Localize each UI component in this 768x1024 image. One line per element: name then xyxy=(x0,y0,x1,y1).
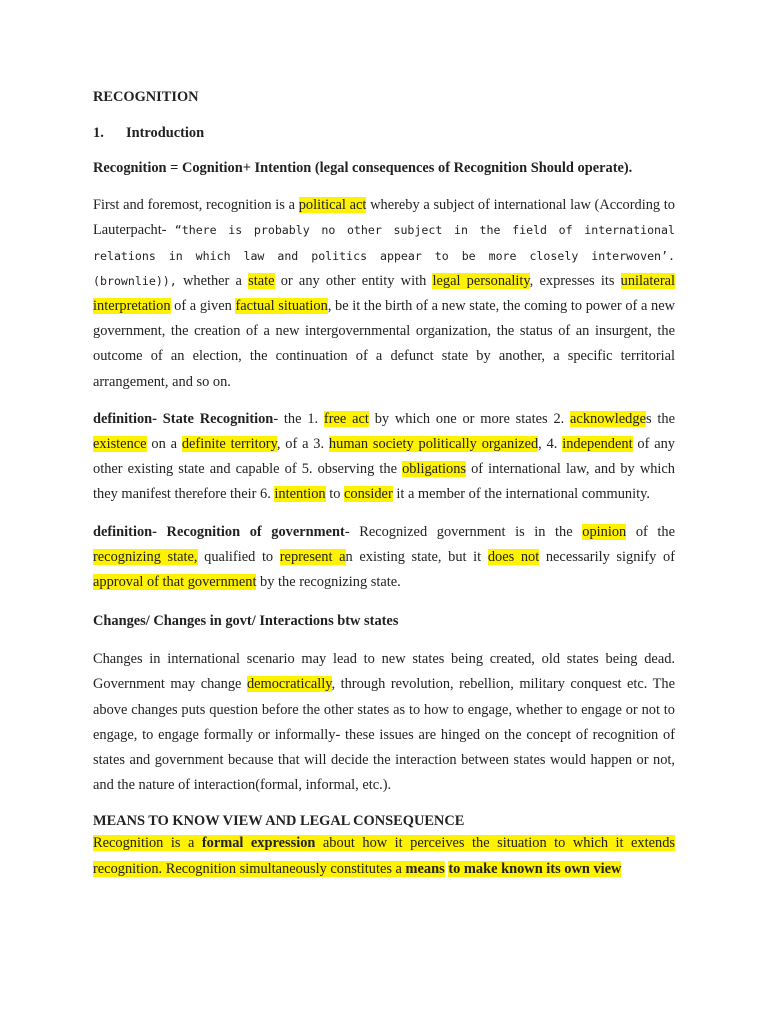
highlight-free-act: free act xyxy=(323,410,369,427)
highlight-make-known-view: to make known its own view xyxy=(448,860,622,877)
highlight-factual-situation: factual situation xyxy=(235,298,328,315)
highlight-acknowledge: acknowledge xyxy=(570,410,646,427)
text-run: - the 1. xyxy=(273,410,324,427)
highlight-does-not: does not xyxy=(487,548,540,565)
text-run: to xyxy=(325,486,344,503)
paragraph-means xyxy=(93,831,675,881)
text-run: of the xyxy=(626,523,675,540)
text-run: necessarily signify of xyxy=(539,548,675,565)
highlight-opinion: opinion xyxy=(582,523,627,540)
text-run: First and foremost, recognition is a xyxy=(93,197,299,214)
highlight-text: about how it perceives the situation to which it extends recognition. Recognition simultaneously constitutes a xyxy=(93,835,675,877)
text-run: , be it the birth of a new state, the coming to power of a new government, the creation of a new intergovernmental organization, the status of an insurgent, the outcome of an election, the continuation of a defunct state by another, a specific territorial arrangement, and so on. xyxy=(93,298,675,390)
definition-label: definition- Recognition of government xyxy=(93,523,345,540)
highlight-existence: existence xyxy=(93,436,147,453)
highlight-state: state xyxy=(248,272,275,289)
highlight-unilateral-interpretation: unilateral interpretation xyxy=(93,272,675,315)
paragraph-definition-state-recognition xyxy=(93,407,675,508)
text-run: whereby a subject of international law (According to xyxy=(366,197,675,214)
text-run: , through revolution, rebellion, military conquest etc. The above changes puts question before the other states as to how to engage, whether to engage or not to engage, to engage formally or informally- these issues are hinged on the concept of recognition of states and government because that will decide the interaction between states would happen or not, and the nature of interaction(formal, informal, etc.). xyxy=(93,676,676,794)
highlight-legal-personality: legal personality xyxy=(432,272,530,289)
highlight-formal-expression: formal expression xyxy=(201,835,316,852)
highlight-means: means xyxy=(405,860,445,877)
text-run: s the xyxy=(645,410,675,427)
text-run: on a xyxy=(146,436,182,453)
section-number: 1. xyxy=(93,125,104,141)
text-run: of any other existing state and capable of 5. observing the xyxy=(93,436,676,478)
highlight-independent: independent xyxy=(562,436,633,453)
highlight-obligations: obligations xyxy=(402,461,467,478)
document-page xyxy=(93,82,675,882)
highlight-represent: represent a xyxy=(279,548,346,565)
text-run: whether a xyxy=(176,272,249,289)
text-run-lauterpacht: Lauterpacht- xyxy=(93,222,175,239)
text-run: Changes in international scenario may lead to new states being created, old states being dead. Government may change xyxy=(93,651,675,693)
section-heading-means: MEANS TO KNOW VIEW AND LEGAL CONSEQUENCE xyxy=(93,813,465,830)
paragraph-first-and-foremost xyxy=(93,193,675,395)
text-run: , expresses its xyxy=(529,272,621,289)
section-heading-introduction xyxy=(93,123,675,143)
recognition-equation: Recognition = Cognition+ Intention (legal consequences of Recognition Should operate). xyxy=(93,160,633,176)
text-run: it a member of the international community. xyxy=(392,486,650,503)
highlight-approval: approval of that government xyxy=(93,574,257,591)
highlight-intention: intention xyxy=(274,486,326,503)
section-label: Introduction xyxy=(126,125,205,141)
text-run: - Recognized government is in the xyxy=(344,523,583,540)
text-run: qualified to xyxy=(197,548,280,565)
highlight-recognizing-state: recognizing state, xyxy=(93,548,198,565)
paragraph-definition-recognition-of-government xyxy=(93,520,675,596)
highlight-human-society: human society politically organized xyxy=(328,436,539,453)
text-run: by which one or more states 2. xyxy=(368,410,571,427)
highlight-consider: consider xyxy=(343,486,393,503)
text-run: of international law, and by which they manifest therefore their 6. xyxy=(93,461,676,503)
highlight-definite-territory: definite territory xyxy=(181,436,277,453)
highlight-text: Recognition is a xyxy=(93,835,202,852)
section-heading-changes: Changes/ Changes in govt/ Interactions btw states xyxy=(93,613,399,630)
text-run: or any other entity with xyxy=(274,272,433,289)
quote-lauterpacht: “there is probably no other subject in the field of international relations in which law and politics appear to be more closely interwoven’.(brownlie)), xyxy=(93,223,676,288)
highlight-democratically: democratically xyxy=(246,676,332,693)
definition-label: definition- State Recognition xyxy=(93,410,274,427)
highlight-political-act: political act xyxy=(298,197,367,214)
text-run: of a given xyxy=(170,298,236,315)
text-run: , of a 3. xyxy=(276,436,329,453)
text-run: n existing state, but it xyxy=(345,548,488,565)
text-run: by the recognizing state. xyxy=(256,574,401,591)
text-run: , 4. xyxy=(538,436,563,453)
document-title: RECOGNITION xyxy=(93,89,199,105)
paragraph-changes xyxy=(93,647,675,798)
